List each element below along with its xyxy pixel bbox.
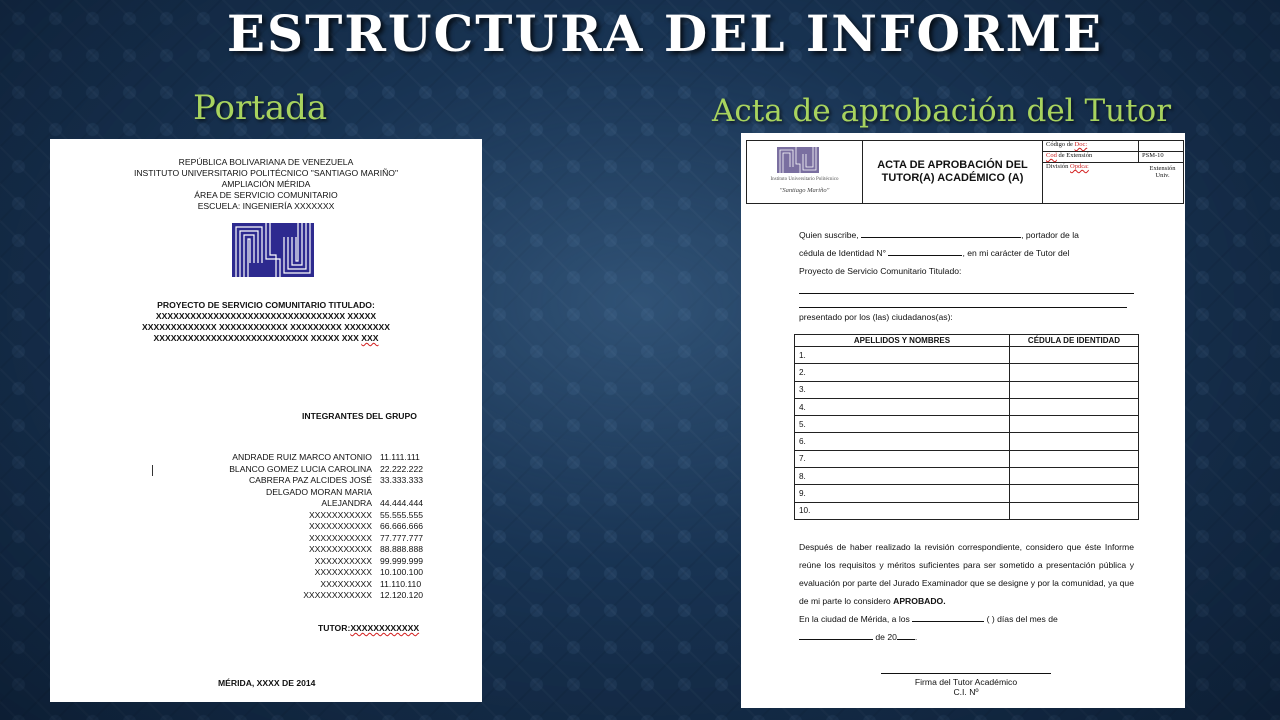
meta-division-text: División (1046, 163, 1071, 170)
member-name: XXXXXXXXXX (314, 567, 372, 577)
member-cedula: 12.120.120 (380, 590, 424, 600)
intro-text: Quien suscribe, (799, 230, 859, 240)
closing-paragraph (799, 538, 1134, 610)
project-line-squiggly: XXX (361, 333, 379, 343)
id-blank (888, 247, 962, 256)
row-number: 9. (795, 485, 1010, 502)
member-name: ALEJANDRA (321, 498, 372, 508)
member-row (200, 452, 450, 464)
member-cedula: 10.100.100 (380, 567, 424, 577)
acta-intro (799, 226, 1134, 326)
table-row (795, 347, 1139, 364)
member-name: XXXXXXXXXXXX (303, 590, 372, 600)
table-row (795, 468, 1139, 485)
row-number: 4. (795, 398, 1010, 415)
acta-closing (799, 538, 1134, 646)
member-cedula: 55.555.555 (380, 509, 424, 520)
member-row (200, 510, 450, 522)
member-cedula: 11.110.110 (380, 578, 422, 589)
intro-line-3: Proyecto de Servicio Comunitario Titulado: (799, 266, 962, 276)
row-cedula (1010, 485, 1139, 502)
year-text: de 20 (875, 632, 897, 642)
header-line: AMPLIACIÓN MÉRIDA (221, 179, 311, 189)
row-number: 10. (795, 502, 1010, 519)
member-row (200, 464, 450, 476)
member-row (200, 475, 450, 487)
table-row (795, 502, 1139, 519)
row-number: 8. (795, 468, 1010, 485)
tutor-label: TUTOR: (318, 623, 351, 633)
header-line: ÁREA DE SERVICIO COMUNITARIO (194, 190, 338, 200)
meta-code-red: Doc: (1074, 141, 1088, 148)
table-row (795, 433, 1139, 450)
meta-code-value (1139, 141, 1183, 151)
meta-division-value: Extensión Univ. (1149, 165, 1176, 179)
tutor-value: XXXXXXXXXXXX (350, 623, 420, 633)
table-header-row (795, 335, 1139, 347)
meta-row-division (1043, 163, 1183, 205)
meta-code-text: Código de (1046, 141, 1073, 148)
header-line: ESCUELA: INGENIERÍA XXXXXXX (197, 201, 335, 211)
project-line: XXXXXXXXXXXXXXXXXXXXXXXXXXXXXXXXX XXXXX (155, 311, 377, 321)
member-cedula: 33.333.333 (380, 475, 424, 485)
project-line: PROYECTO DE SERVICIO COMUNITARIO TITULADO: (157, 300, 375, 310)
slide-title: ESTRUCTURA DEL INFORME (226, 4, 1104, 63)
city-line-2: de 20 . (799, 628, 1134, 646)
acta-logo-cell (747, 141, 863, 203)
table-row (795, 381, 1139, 398)
year-blank (897, 631, 915, 640)
tutor-line (318, 623, 419, 633)
city-line (799, 610, 1134, 628)
meta-ext-label (1043, 152, 1139, 162)
meta-ext-value: PSM-10 (1142, 152, 1164, 159)
member-name: ANDRADE RUIZ MARCO ANTONIO (232, 452, 372, 462)
institution-logo (232, 223, 314, 277)
acta-meta (1043, 141, 1183, 203)
row-cedula (1010, 381, 1139, 398)
city-text: En la ciudad de Mérida, a los (799, 614, 910, 624)
project-line (50, 333, 482, 344)
member-name: XXXXXXXXXXX (308, 532, 372, 543)
column-header: APELLIDOS Y NOMBRES (795, 335, 1010, 347)
institution-header (50, 157, 482, 212)
meta-row-code (1043, 141, 1183, 152)
row-number: 1. (795, 347, 1010, 364)
row-cedula (1010, 450, 1139, 467)
name-blank (861, 229, 1021, 238)
meta-division-label (1043, 163, 1139, 205)
intro-text: cédula de Identidad N° (799, 248, 887, 258)
closing-text: Después de haber realizado la revisión correspondiente, considero que éste Informe reúne los requisitos y méritos suficientes para ser sometido a presentación pública y evaluación por parte del Jurado Examinador que se designe y por la comunidad, ya que de mi parte lo considero (799, 542, 1134, 606)
project-title-block (50, 300, 482, 344)
member-row (200, 590, 450, 602)
column-header: CÉDULA DE IDENTIDAD (1010, 335, 1139, 347)
acta-logo-subtext: "Santiago Mariño" (779, 187, 830, 194)
member-row (200, 498, 450, 510)
member-cedula: 66.666.666 (380, 521, 424, 531)
portada-subtitle: Portada (193, 88, 328, 128)
member-name: XXXXXXXXXXX (308, 521, 372, 531)
member-row (200, 533, 450, 545)
meta-ext-text: de Extensión (1056, 152, 1093, 159)
acta-title: ACTA DE APROBACIÓN DEL TUTOR(A) ACADÉMICO (A) (863, 141, 1043, 203)
signature-ci: C.I. Nº (953, 687, 979, 697)
table-row (795, 398, 1139, 415)
member-name: XXXXXXXXXXX (308, 509, 372, 520)
tutor-signature (881, 673, 1051, 697)
project-line-text: XXXXXXXXXXXXXXXXXXXXXXXXXXX XXXXX XXX (153, 333, 359, 343)
member-row (200, 567, 450, 579)
row-cedula (1010, 364, 1139, 381)
header-line: REPÚBLICA BOLIVARIANA DE VENEZUELA (178, 157, 354, 167)
meta-code-label (1043, 141, 1139, 151)
row-cedula (1010, 502, 1139, 519)
intro-line-1 (799, 226, 1134, 244)
presented-by: presentado por los (las) ciudadanos(as): (799, 312, 953, 322)
member-name: XXXXXXXXX (320, 578, 372, 589)
acta-logo-text: Instituto Universitario Politécnico (770, 177, 839, 182)
row-cedula (1010, 468, 1139, 485)
member-row (200, 556, 450, 568)
table-row (795, 450, 1139, 467)
member-row (200, 544, 450, 556)
row-number: 3. (795, 381, 1010, 398)
meta-ext-red: Cod (1046, 152, 1057, 159)
row-number: 7. (795, 450, 1010, 467)
header-line: INSTITUTO UNIVERSITARIO POLITÉCNICO "SANTIAGO MARIÑO" (133, 168, 399, 178)
row-cedula (1010, 416, 1139, 433)
acta-subtitle: Acta de aprobación del Tutor (712, 93, 1172, 129)
title-blank-line (799, 294, 1127, 308)
member-cedula: 88.888.888 (380, 544, 424, 554)
members-list (200, 452, 450, 602)
member-name: CABRERA PAZ ALCIDES JOSÉ (248, 475, 372, 485)
row-number: 6. (795, 433, 1010, 450)
title-blank-line (799, 280, 1134, 294)
row-number: 5. (795, 416, 1010, 433)
project-line: XXXXXXXXXXXXX XXXXXXXXXXXX XXXXXXXXX XXXXXXXX (142, 322, 390, 332)
member-row (200, 579, 450, 591)
approved-label: APROBADO. (893, 596, 946, 606)
acta-header (746, 140, 1184, 204)
row-number: 2. (795, 364, 1010, 381)
signature-label: Firma del Tutor Académico (914, 677, 1018, 687)
member-cedula: 22.222.222 (380, 463, 424, 474)
members-heading: INTEGRANTES DEL GRUPO (302, 411, 417, 421)
row-cedula (1010, 433, 1139, 450)
member-row (200, 487, 450, 499)
intro-text: , portador de la (1021, 230, 1079, 240)
day-blank (912, 613, 984, 622)
member-cedula: 44.444.444 (380, 498, 424, 508)
intro-text: , en mi carácter de Tutor del (962, 248, 1070, 258)
member-cedula: 77.777.777 (380, 532, 424, 543)
table-row (795, 485, 1139, 502)
row-cedula (1010, 347, 1139, 364)
students-table (794, 334, 1139, 520)
member-name: DELGADO MORAN MARIA (265, 486, 372, 497)
member-row (200, 521, 450, 533)
meta-division-red: Opdca: (1070, 163, 1089, 170)
text-cursor (152, 465, 153, 476)
member-cedula (380, 487, 450, 499)
member-cedula: 99.999.999 (380, 555, 424, 566)
institution-logo (777, 147, 819, 173)
member-cedula: 11.111.111 (380, 452, 420, 462)
table-row (795, 364, 1139, 381)
member-name: BLANCO GOMEZ LUCIA CAROLINA (229, 463, 372, 474)
member-name: XXXXXXXXXXX (308, 544, 372, 554)
acta-document (741, 133, 1185, 708)
portada-document (50, 139, 482, 702)
month-blank (799, 631, 873, 640)
meta-row-ext (1043, 152, 1183, 163)
member-name: XXXXXXXXXX (314, 555, 372, 566)
table-row (795, 416, 1139, 433)
intro-line-2 (799, 244, 1134, 262)
city-date: MÉRIDA, XXXX DE 2014 (218, 678, 316, 688)
city-text: ( ) días del mes de (986, 614, 1058, 624)
row-cedula (1010, 398, 1139, 415)
